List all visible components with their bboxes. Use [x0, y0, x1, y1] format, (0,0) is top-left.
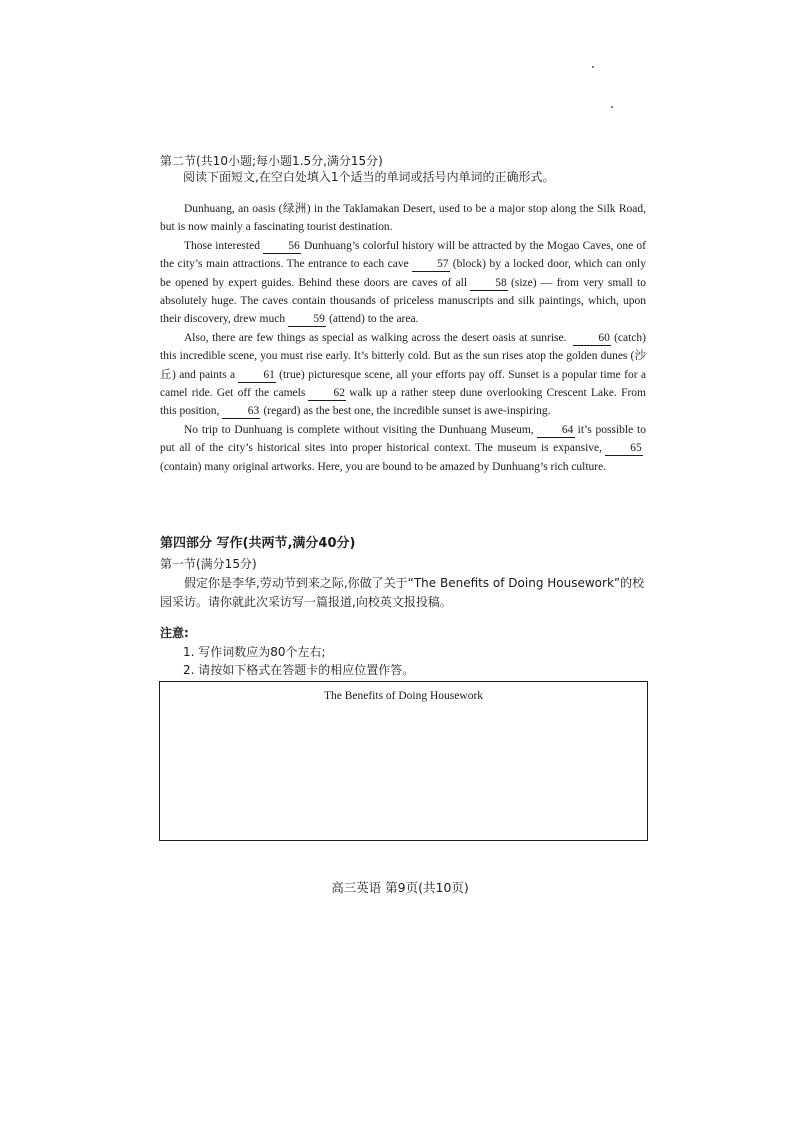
- answer-box[interactable]: [159, 681, 648, 841]
- blank-56: 56: [263, 240, 301, 254]
- answer-box-title: The Benefits of Doing Housework: [323, 690, 484, 702]
- passage-paragraph-4: No trip to Dunhuang is complete without visiting the Dunhuang Museum, 64 it’s possible to put all of the city’s historical sites into proper historical context. The museum is expansive, 65(contain) many original artworks. Here, you are bound to be amazed by Dunhuang’s rich culture.: [160, 423, 647, 473]
- blank-60: 60: [573, 332, 611, 346]
- notes-label: 注意:: [160, 626, 189, 640]
- note-item: 1. 写作词数应为80个左右;: [183, 645, 326, 659]
- scan-speck: [592, 66, 594, 68]
- scan-speck: [611, 106, 613, 108]
- writing-prompt: 假定你是李华,劳动节到来之际,你做了关于“The Benefits of Doing Housework”的校园采访。请你就此次采访写一篇报道,向校英文报投稿。: [160, 576, 645, 609]
- reading-passage: [160, 200, 646, 476]
- blank-58: 58: [470, 277, 508, 291]
- section-title: 第二节(共10小题;每小题1.5分,满分15分): [160, 154, 383, 168]
- blank-57: 57: [412, 258, 450, 272]
- page-footer: 高三英语 第9页(共10页): [331, 880, 469, 895]
- section-one-title: 第一节(满分15分): [160, 557, 257, 571]
- blank-61: 61: [238, 369, 276, 383]
- blank-59: 59: [288, 313, 326, 327]
- passage-paragraph-2: Those interested 56 Dunhuang’s colorful history will be attracted by the Mogao Caves, one of the city’s main attractions. The entrance to each cave 57 (block) by a locked door, which can only be opened by expert guides. Behind these doors are caves of all 58 (size) — from very small to absolutely huge. The caves contain thousands of priceless manuscripts and silk paintings, which, upon their discovery, drew much 59 (attend) to the area.: [160, 239, 647, 326]
- note-item: 2. 请按如下格式在答题卡的相应位置作答。: [183, 663, 415, 677]
- passage-paragraph-1: Dunhuang, an oasis (绿洲) in the Taklamakan Desert, used to be a major stop along the Silk Road, but is now mainly a fascinating tourist destination.: [160, 203, 646, 234]
- blank-65: 65: [605, 442, 643, 456]
- blank-64: 64: [537, 424, 575, 438]
- blank-62: 62: [308, 387, 346, 401]
- part-four-title: 第四部分 写作(共两节,满分40分): [160, 536, 356, 551]
- passage-paragraph-3: Also, there are few things as special as walking across the desert oasis at sunrise. 60 (catch) this incredible scene, you must rise early. It’s bitterly cold. But as the sun rises atop the golden dunes (沙丘) and paints a 61 (true) picturesque scene, all your efforts pay off. Sunset is a popular time for a camel ride. Get off the camels 62 walk up a rather steep dune overlooking Crescent Lake. From this position, 63 (regard) as the best one, the incredible sunset is awe-inspiring.: [160, 331, 647, 418]
- section-instruction: 阅读下面短文,在空白处填入1个适当的单词或括号内单词的正确形式。: [183, 170, 555, 184]
- blank-63: 63: [222, 405, 260, 419]
